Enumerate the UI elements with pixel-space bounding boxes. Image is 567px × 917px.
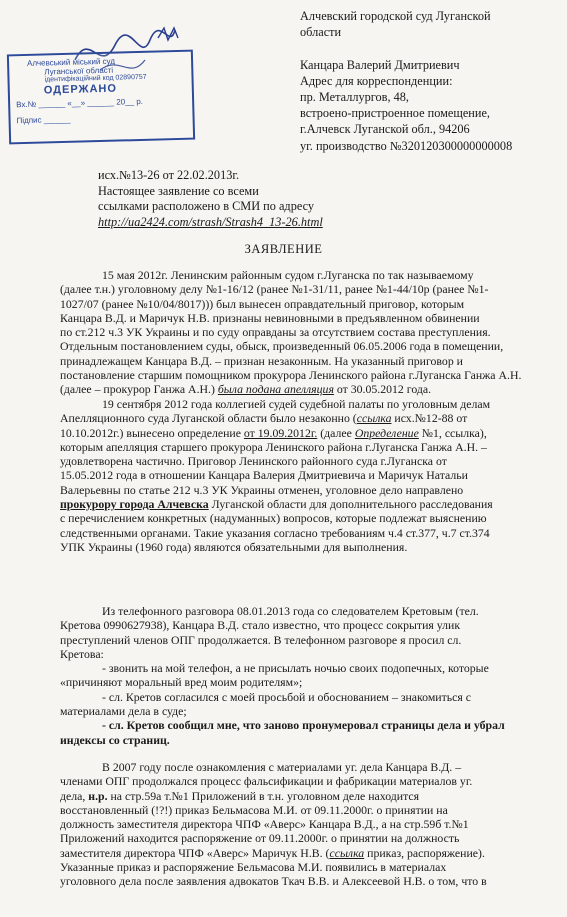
- court-received-stamp: [7, 50, 195, 145]
- ruling-link[interactable]: Определение: [354, 425, 419, 440]
- addressee-line: [300, 40, 560, 56]
- text-line: материалами дела в суде;: [60, 704, 187, 719]
- text-line: следственными органами. Такие указания согласно требованиям ч.4 ст.377, ч.7 ст.374: [60, 525, 490, 540]
- text-line: членами ОПГ продолжался процесс фальсификации и фабрикации материалов уг.: [60, 774, 473, 789]
- text-line: [60, 846, 555, 860]
- stamp-received: ОДЕРЖАНО: [43, 82, 118, 97]
- text-line: преступлений членов ОПГ продолжается. В телефонном разговоре я просил сл.: [60, 632, 462, 647]
- stamp-signature-field: Підпис ______: [16, 114, 71, 126]
- text-line: В 2007 году после ознакомления с материалами уг. дела Канцара В.Д. –: [102, 760, 462, 774]
- addressee-line: встроено-пристроенное помещение,: [300, 106, 490, 121]
- text-line: [60, 789, 555, 803]
- text-line: которым апелляция старшего прокурора Ленинского района г.Луганска Ганжа А.Н. –: [60, 439, 487, 454]
- stamp-line: ідентифікаційний код 02890757: [44, 73, 147, 84]
- text-fragment: №1, ссылка),: [418, 425, 487, 440]
- paragraph-3: [60, 604, 555, 747]
- outgoing-ref: [98, 168, 323, 230]
- paragraph-4: [60, 760, 555, 889]
- outgoing-note: Настоящее заявление со всеми: [98, 183, 259, 198]
- text-fragment: Апелляционного суда Луганской области было незаконно (: [60, 411, 357, 426]
- text-line: [60, 426, 555, 440]
- text-line: 1027/07 (ранее №10/04/8017))) был вынесен оправдательный приговор, которым: [60, 296, 465, 311]
- reference-link[interactable]: ссылка: [329, 845, 365, 860]
- text-fragment: исх.№12-88 от: [391, 411, 468, 426]
- text-line: постановление старшим помощником прокурора Ленинского района г.Луганска Ганжа А.Н.: [60, 368, 522, 383]
- text-fragment: 10.10.2012г.) вынесено определение: [60, 425, 244, 440]
- text-line: Указанные приказ и распоряжение Бельмасова М.И. появились в материалах: [60, 860, 447, 875]
- prosecutor-highlight: прокурору города Алчевска: [60, 497, 209, 512]
- text-fragment: на стр.59а т.№1 Приложений в т.н. уголовном деле находится: [107, 788, 420, 803]
- ruling-date-link[interactable]: от 19.09.2012г.: [243, 425, 318, 440]
- text-line: Канцара В.Д. и Маричук Н.В. признаны невиновными в предъявленном обвинении: [60, 310, 480, 325]
- text-line: восстановленный (!?!) приказ Бельмасова М.И. от 09.11.2000г. о принятии на: [60, 802, 448, 817]
- text-fragment: (далее – прокурор Ганжа А.Н.): [60, 382, 215, 397]
- reference-link[interactable]: ссылка: [356, 411, 392, 426]
- text-line: (далее т.н.) уголовному делу №1-16/12 (ранее №1-31/11, ранее №1-44/10р (ранее №1-: [60, 282, 489, 297]
- text-line: [60, 497, 555, 511]
- addressee-line: пр. Металлургов, 48,: [300, 90, 409, 105]
- text-line: Кретова:: [60, 646, 104, 661]
- addressee-line: г.Алчевск Луганской обл., 94206: [300, 122, 470, 137]
- text-line: Валерьевны по статье 212 ч.3 УК Украины отменен, уголовное дело направлено: [60, 482, 464, 497]
- text-line: УПК Украины (1960 года) являются обязательными для выполнения.: [60, 539, 408, 554]
- text-line: Отдельным постановлением суды, обыск, произведенный 06.05.2006 года в помещении,: [60, 339, 504, 354]
- text-line: должность заместителя директора ЧПФ «Аверс» Канцара В.Д., а на стр.59б т.№1: [60, 817, 469, 832]
- appeal-link[interactable]: была подана апелляция: [217, 382, 334, 397]
- text-line: 19 сентября 2012 года коллегией судей судебной палаты по уголовным делам: [102, 397, 491, 411]
- text-fragment: приказ, распоряжение).: [364, 845, 485, 860]
- list-item-bold: - сл. Кретов сообщил мне, что заново пронумеровал страницы дела и убрал: [102, 718, 505, 733]
- sender-name: Канцара Валерий Дмитриевич: [300, 57, 460, 72]
- text-line-bold: индексы со страниц.: [60, 732, 170, 747]
- outgoing-number: исх.№13-26 от 22.02.2013г.: [98, 168, 240, 182]
- case-number: уг. производство №320120300000000008: [300, 138, 513, 153]
- addressee-line: Адрес для корреспонденции:: [300, 73, 453, 88]
- media-link[interactable]: http://ua2424.com/strash/Strash4_13-26.html: [98, 214, 323, 229]
- text-line: с перечислением конкретных (надуманных) вопросов, которые подлежат выяснению: [60, 511, 487, 526]
- text-line: по ст.212 ч.3 УК Украины и по суду оправданы за отсутствием состава преступления.: [60, 325, 491, 340]
- text-fragment: дела,: [60, 788, 89, 803]
- text-line: Кретова 0990627938), Канцара В.Д. стало известно, что процесс сокрытия улик: [60, 618, 461, 633]
- stamp-line: Алчевський міський суд: [26, 56, 116, 68]
- stamp-line: Луганської області: [44, 65, 114, 77]
- text-line: [60, 382, 555, 396]
- text-line: принадлежащем Канцара В.Д. – признан незаконным. На указанный приговор и: [60, 353, 463, 368]
- text-line: Из телефонного разговора 08.01.2013 года со следователем Кретовым (тел.: [102, 604, 479, 618]
- list-item: - звонить на мой телефон, а не присылать ночью своих подопечных, которые: [102, 661, 489, 676]
- abbrev-bold: н.р.: [88, 788, 108, 803]
- outgoing-note: ссылками расположено в СМИ по адресу: [98, 199, 315, 214]
- text-line: 15.05.2012 года в отношении Канцара Валерия Дмитриевича и Маричук Натальи: [60, 468, 468, 483]
- addressee-line: области: [300, 25, 342, 40]
- text-fragment: Луганской области для дополнительного расследования: [208, 497, 493, 512]
- text-line: 15 мая 2012г. Ленинским районным судом г.Луганска по так называемому: [102, 268, 474, 282]
- text-line: уголовного дела после заявления адвокатов Ткач В.В. и Алексеевой Н.В. о том, что в: [60, 874, 487, 889]
- text-line: «причиняют моральный вред моим родителям»;: [60, 675, 303, 690]
- paragraph-2: [60, 397, 555, 554]
- paragraph-1: [60, 268, 555, 397]
- text-line: Приложений находится распоряжение от 09.11.2000г. о принятии на должность: [60, 831, 460, 846]
- text-fragment: (далее: [317, 425, 355, 440]
- text-line: удовлетворена частично. Приговор Ленинского районного суда г.Луганска от: [60, 454, 447, 469]
- addressee-block: [300, 8, 560, 154]
- text-fragment: заместителя директора ЧПФ «Аверс» Маричук Н.В. (: [60, 845, 330, 860]
- text-line: [60, 411, 555, 425]
- stamp-incoming-number: Вх.№ ______ «__» ______ 20__ р.: [16, 96, 144, 110]
- text-fragment: от 30.05.2012 года.: [333, 382, 432, 397]
- list-item: - сл. Кретов согласился с моей просьбой и обоснованием – знакомиться с: [102, 689, 471, 704]
- document-title: ЗАЯВЛЕНИЕ: [244, 242, 323, 256]
- addressee-line: Алчевский городской суд Луганской: [300, 9, 491, 23]
